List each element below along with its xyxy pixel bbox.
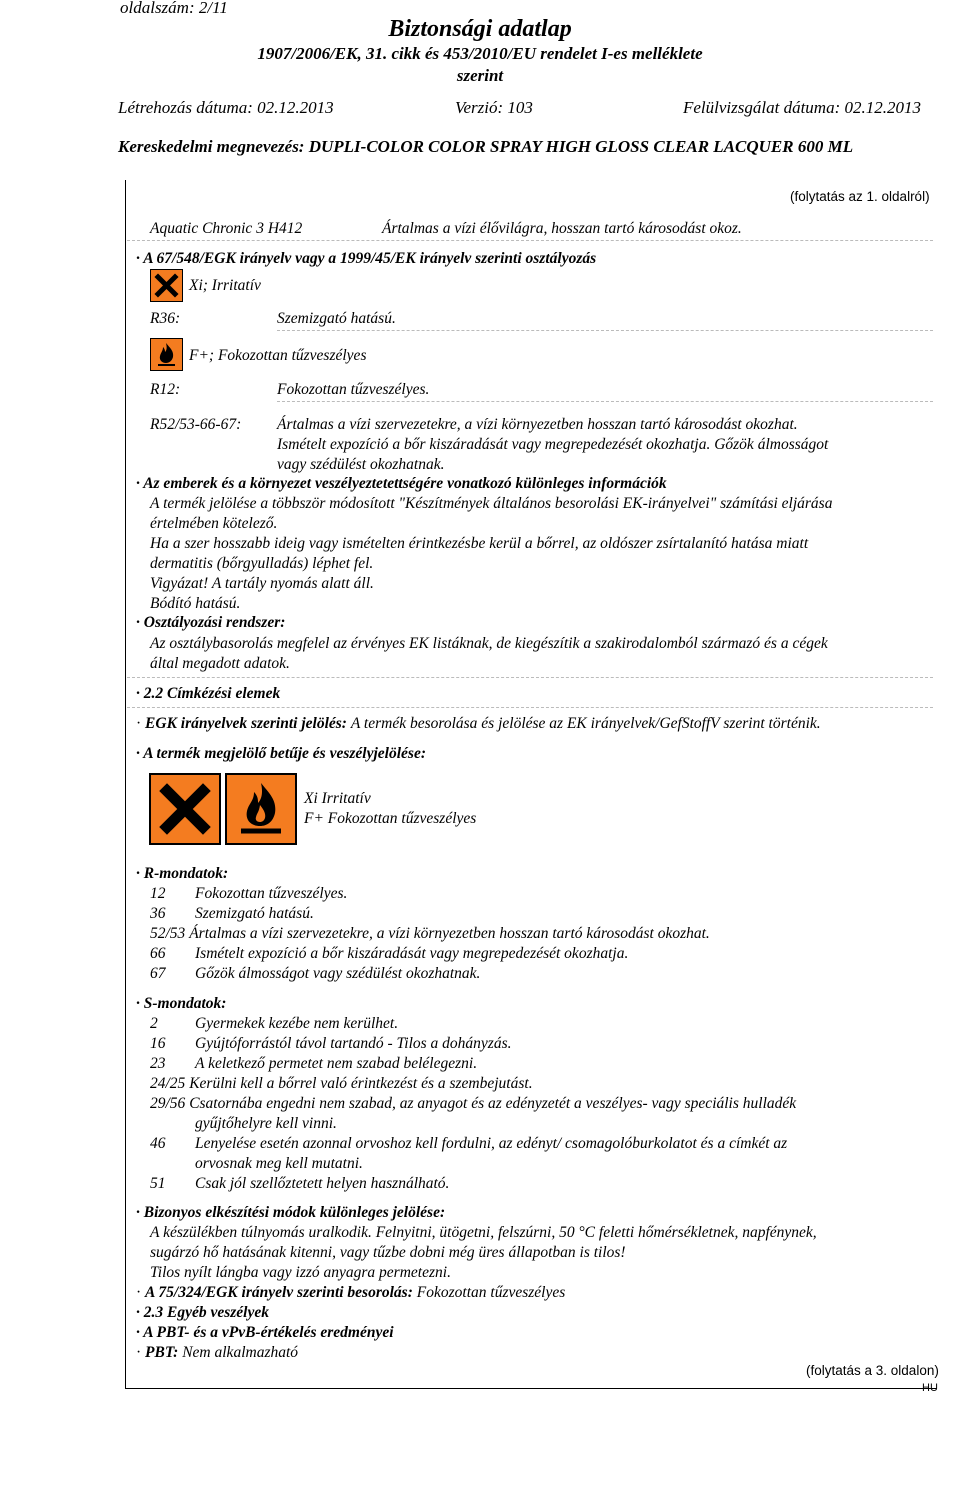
special-info-line: Vigyázat! A tartály nyomás alatt áll. xyxy=(150,575,374,592)
divider xyxy=(127,677,933,678)
r-phrases-heading: · R-mondatok: xyxy=(136,865,229,882)
r36-text: Szemizgató hatású. xyxy=(277,310,396,327)
r-phrase: 66 Ismételt expozíció a bőr kiszáradását vagy megrepedezését okozhatja. xyxy=(150,945,629,962)
special-packaging-line: sugárzó hő hatásának kitenni, vagy tűzbe dobni még üres állapotban is tilos! xyxy=(150,1244,626,1261)
continued-from: (folytatás az 1. oldalról) xyxy=(790,189,930,204)
divider xyxy=(277,330,933,331)
r12-text: Fokozottan tűzveszélyes. xyxy=(277,381,430,398)
hazard-symbols-heading: · A termék megjelölő betűje és veszélyjelölése: xyxy=(136,745,426,762)
special-packaging-heading: · Bizonyos elkészítési módok különleges jelölése: xyxy=(136,1204,446,1221)
page-number: oldalszám: 2/11 xyxy=(120,0,228,17)
language-code: HU xyxy=(922,1382,938,1394)
label-elements-heading: · 2.2 Címkézési elemek xyxy=(136,685,281,702)
flame-icon xyxy=(150,338,183,371)
s-phrase-continuation: gyűjtőhelyre kell vinni. xyxy=(195,1115,337,1132)
special-info-line: dermatitis (bőrgyulladás) léphet fel. xyxy=(150,555,374,572)
special-info-line: Bódító hatású. xyxy=(150,595,241,612)
divider xyxy=(127,240,933,241)
other-hazards-heading: · 2.3 Egyéb veszélyek xyxy=(136,1304,269,1321)
r12-code: R12: xyxy=(150,381,181,398)
r-phrase: 36 Szemizgató hatású. xyxy=(150,905,314,922)
egk-labeling: · EGK irányelvek szerinti jelölés: A termék besorolása és jelölése az EK irányelvek/GefStoffV szerint történik. xyxy=(136,715,821,732)
s-phrase: 23 A keletkező permetet nem szabad belélegezni. xyxy=(150,1055,478,1072)
document-title: Biztonsági adatlap xyxy=(388,16,572,42)
trade-name: Kereskedelmi megnevezés: DUPLI-COLOR COLOR SPRAY HIGH GLOSS CLEAR LACQUER 600 ML xyxy=(118,137,854,156)
special-info-line: Ha a szer hosszabb ideig vagy ismételten érintkezésbe kerül a bőrrel, az oldószer zsírtalanító hatása miatt xyxy=(150,535,809,552)
r36-code: R36: xyxy=(150,310,181,327)
r-phrase: 67 Gőzök álmosságot vagy szédülést okozhatnak. xyxy=(150,965,481,982)
directive-heading: · A 67/548/EGK irányelv vagy a 1999/45/EK irányelv szerinti osztályozás xyxy=(136,250,597,267)
special-packaging-line: Tilos nyílt lángba vagy izzó anyagra permetezni. xyxy=(150,1264,451,1281)
version: Verzió: 103 xyxy=(455,98,533,117)
s-phrase: 2 Gyermekek kezébe nem kerülhet. xyxy=(150,1015,399,1032)
creation-date: Létrehozás dátuma: 02.12.2013 xyxy=(118,98,334,117)
flame-icon-large xyxy=(225,773,297,845)
aquatic-text: Ártalmas a vízi élővilágra, hosszan tartó károsodást okoz. xyxy=(382,220,742,237)
fplus-label: F+; Fokozottan tűzveszélyes xyxy=(189,347,367,364)
symbol-legend-fplus: F+ Fokozottan tűzveszélyes xyxy=(304,810,477,827)
pbt-results-heading: · A PBT- és a vPvB-értékelés eredményei xyxy=(136,1324,394,1341)
s-phrase: 24/25 Kerülni kell a bőrrel való érintkezést és a szembejutást. xyxy=(150,1075,533,1092)
s-phrase: 51 Csak jól szellőztetett helyen használható. xyxy=(150,1175,450,1192)
r-phrase: 52/53 Ártalmas a vízi szervezetekre, a vízi környezetben hosszan tartó károsodást okozhat. xyxy=(150,925,710,942)
special-info-line: értelmében kötelező. xyxy=(150,515,278,532)
continued-on: (folytatás a 3. oldalon) xyxy=(806,1363,939,1378)
xi-label: Xi; Irritatív xyxy=(189,277,261,294)
s-phrase: 16 Gyújtóforrástól távol tartandó - Tilos a dohányzás. xyxy=(150,1035,512,1052)
document-subtitle-2: szerint xyxy=(456,66,504,85)
s-phrase: 29/56 Csatornába engedni nem szabad, az anyagot és az edényzetét a veszélyes- vagy speciális hulladék xyxy=(150,1095,797,1112)
s-phrases-heading: · S-mondatok: xyxy=(136,995,227,1012)
pbt: · PBT: Nem alkalmazható xyxy=(136,1344,299,1361)
symbol-legend-xi: Xi Irritatív xyxy=(304,790,371,807)
special-packaging-line: A készülékben túlnyomás uralkodik. Felnyitni, ütögetni, felszúrni, 50 °C feletti hőmérsékletnek, napfénynek, xyxy=(150,1224,817,1241)
classification-system-heading: · Osztályozási rendszer: xyxy=(136,614,286,631)
classification-system-line: által megadott adatok. xyxy=(150,655,290,672)
xi-irritant-icon-large xyxy=(149,773,221,845)
r52-line-2: Ismételt expozíció a bőr kiszáradását vagy megrepedezését okozhatja. Gőzök álmosságot xyxy=(277,436,829,453)
special-info-line: A termék jelölése a többször módosított "Készítmények általános besorolási EK-irányelvei" számítási eljárása xyxy=(150,495,833,512)
r52-code: R52/53-66-67: xyxy=(150,416,242,433)
s-phrase: 46 Lenyelése esetén azonnal orvoshoz kell fordulni, az edényt/ csomagolóburkolatot és a címkét az xyxy=(150,1135,788,1152)
divider xyxy=(277,401,933,402)
r52-line-1: Ártalmas a vízi szervezetekre, a vízi környezetben hosszan tartó károsodást okozhat. xyxy=(277,416,798,433)
s-phrase-continuation: orvosnak meg kell mutatni. xyxy=(195,1155,363,1172)
aquatic-code: Aquatic Chronic 3 H412 xyxy=(150,220,303,237)
xi-irritant-icon xyxy=(150,269,183,302)
r-phrase: 12 Fokozottan tűzveszélyes. xyxy=(150,885,348,902)
document-subtitle: 1907/2006/EK, 31. cikk és 453/2010/EU rendelet I-es melléklete xyxy=(257,44,703,63)
r52-line-3: vagy szédülést okozhatnak. xyxy=(277,456,445,473)
directive-75: · A 75/324/EGK irányelv szerinti besorolás: Fokozottan tűzveszélyes xyxy=(136,1284,566,1301)
special-info-heading: · Az emberek és a környezet veszélyeztetettségére vonatkozó különleges információk xyxy=(136,475,667,492)
classification-system-line: Az osztálybasorolás megfelel az érvényes EK listáknak, de kiegészítik a szakirodalomból származó és a cégek xyxy=(150,635,828,652)
divider xyxy=(127,707,933,708)
revision-date: Felülvizsgálat dátuma: 02.12.2013 xyxy=(683,98,921,117)
